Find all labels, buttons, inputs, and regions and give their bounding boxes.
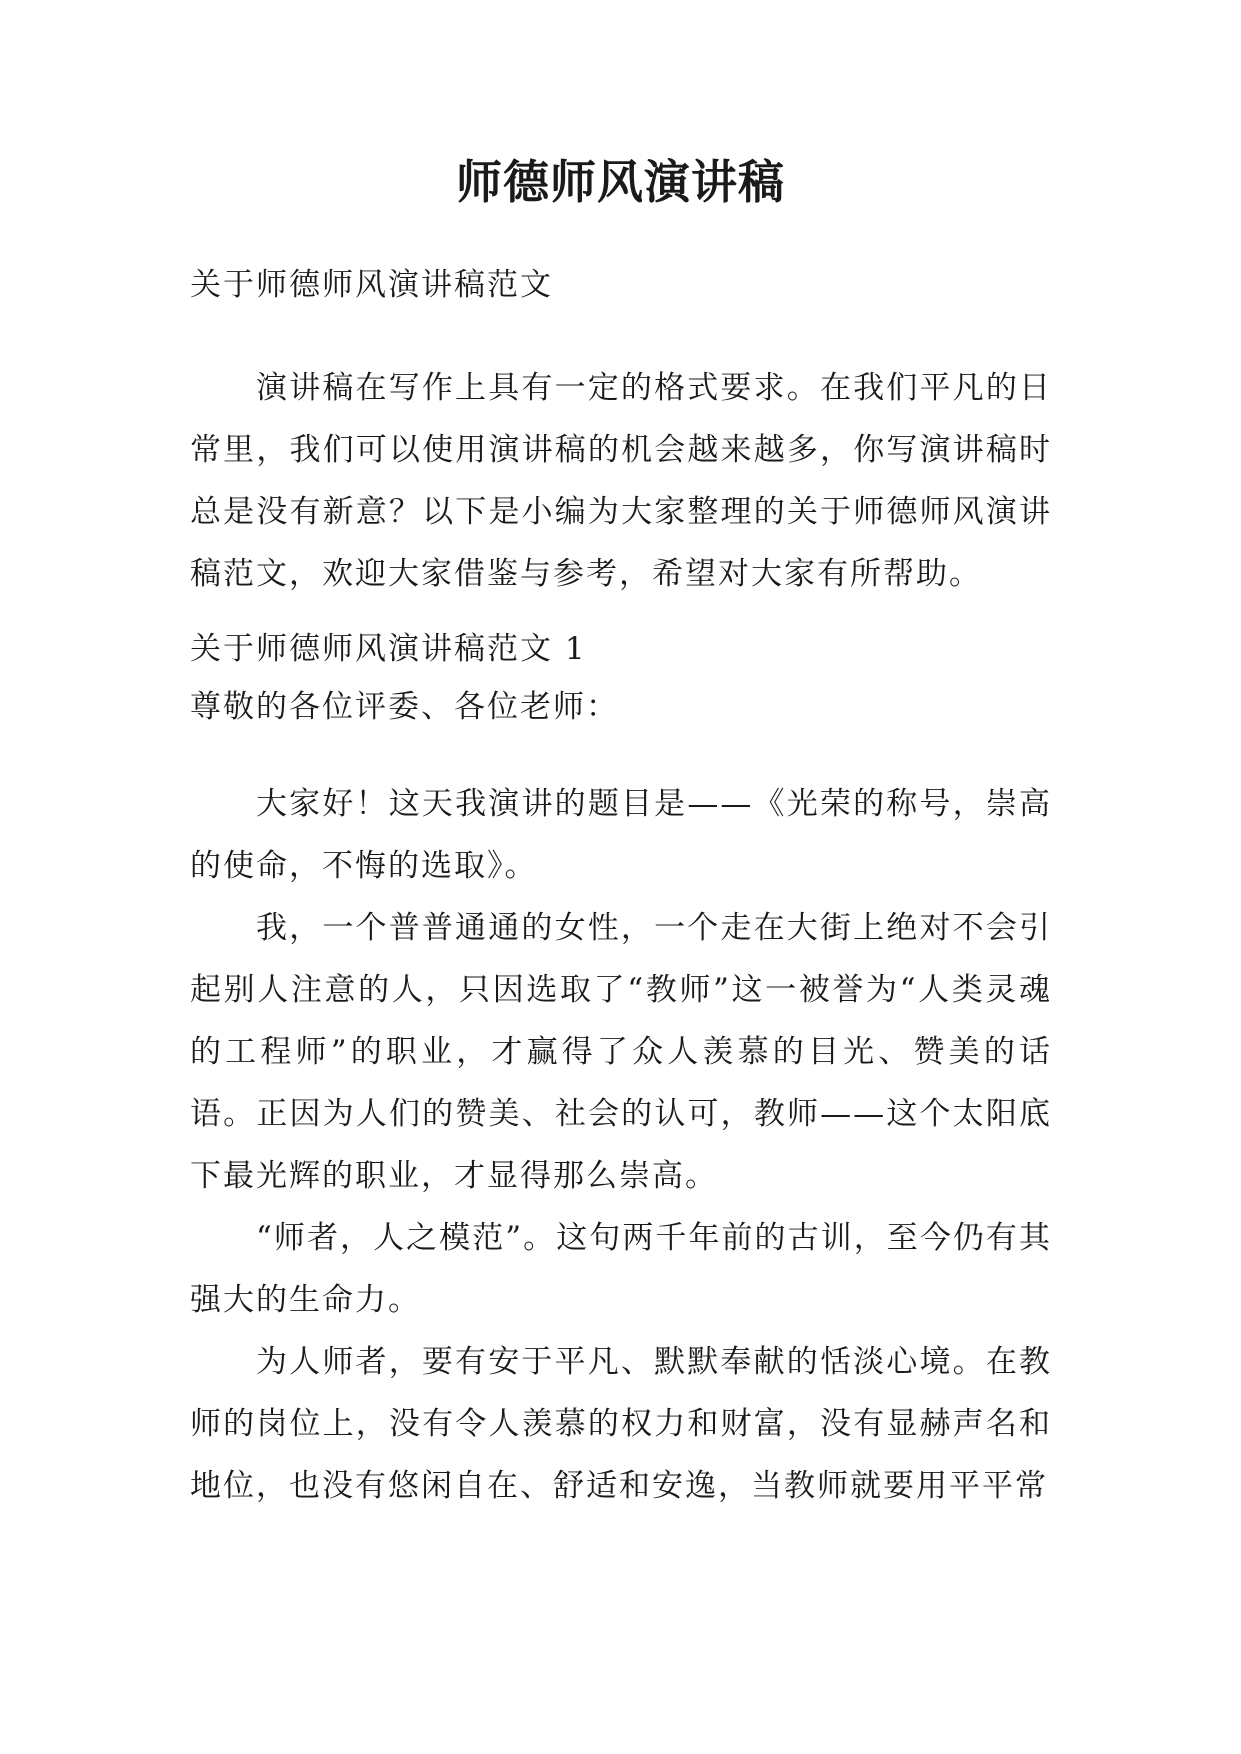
document-title: 师德师风演讲稿 [456, 155, 785, 209]
intro-section [190, 357, 1052, 605]
section-header [190, 618, 1052, 738]
body-paragraph: 大家好！这天我演讲的题目是——《光荣的称号，崇高的使命，不悔的选取》。 [190, 786, 1052, 884]
body-paragraph: 我，一个普普通通的女性，一个走在大街上绝对不会引起别人注意的人，只因选取了“教师”这一被誉为“人类灵魂的工程师”的职业，才赢得了众人羡慕的目光、赞美的话语。正因为人们的赞美、社会的认可，教师——这个太阳底下最光辉的职业，才显得那么崇高。 [190, 910, 1052, 1194]
intro-paragraph: 演讲稿在写作上具有一定的格式要求。在我们平凡的日常里，我们可以使用演讲稿的机会越来越多，你写演讲稿时总是没有新意？以下是小编为大家整理的关于师德师风演讲稿范文，欢迎大家借鉴与参考，希望对大家有所帮助。 [190, 370, 1052, 592]
document-subtitle [190, 254, 1052, 316]
subtitle-text: 关于师德师风演讲稿范文 [190, 267, 553, 303]
speech-body [190, 773, 1052, 1517]
salutation: 尊敬的各位评委、各位老师： [190, 689, 619, 725]
section-heading: 关于师德师风演讲稿范文 1 [190, 631, 587, 667]
body-paragraph: “师者，人之模范”。这句两千年前的古训，至今仍有其强大的生命力。 [190, 1220, 1052, 1318]
body-paragraph: 为人师者，要有安于平凡、默默奉献的恬淡心境。在教师的岗位上，没有令人羡慕的权力和财富，没有显赫声名和地位，也没有悠闲自在、舒适和安逸，当教师就要用平平常 [190, 1344, 1052, 1504]
